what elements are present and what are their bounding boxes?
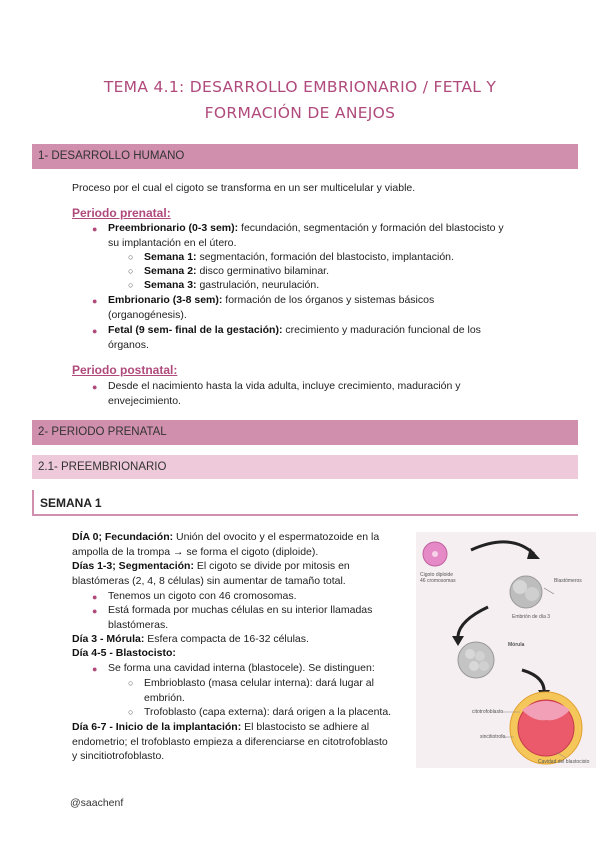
bullet-icon: ●	[92, 592, 98, 602]
bullet-icon: ●	[92, 382, 98, 392]
embrioblasto-item: Embrioblasto (masa celular interna): dará lugar al embrión.	[144, 677, 374, 704]
circle-bullet-icon: ○	[128, 707, 134, 717]
dia-1-3-bullet-2: Está formada por muchas células en su interior llamadas blastómeras.	[108, 604, 373, 631]
dia-1-3-text: Días 1-3; Segmentación: El cigoto se divide por mitosis en blastómeras (2, 4, 8 células) sin aumentar de tamaño total.	[72, 560, 350, 587]
circle-bullet-icon: ○	[128, 252, 134, 262]
label-sincitiotrofoblasto: sincitiotrofo.	[480, 734, 507, 740]
intro-text: Proceso por el cual el cigoto se transforma en un ser multicelular y viable.	[72, 182, 416, 194]
section-heading-desarrollo: 1- DESARROLLO HUMANO	[32, 144, 578, 169]
dia-3-text: Día 3 - Mórula: Esfera compacta de 16-32 células.	[72, 633, 309, 645]
trofoblasto-item: Trofoblasto (capa externa): dará origen a la placenta.	[144, 706, 392, 718]
section-heading-prenatal: 2- PERIODO PRENATAL	[32, 420, 578, 445]
page-title	[60, 74, 540, 126]
circle-bullet-icon: ○	[128, 280, 134, 290]
label-citotrofoblasto: citotrofoblasto	[472, 709, 504, 715]
fetal-item: Fetal (9 sem- final de la gestación): crecimiento y maduración funcional de los órganos.	[108, 324, 481, 351]
circle-bullet-icon: ○	[128, 678, 134, 688]
embrionario-item: Embrionario (3-8 sem): formación de los órganos y sistemas básicos (organogénesis).	[108, 294, 435, 321]
dia-1-3-bullet-1: Tenemos un cigoto con 46 cromosomas.	[108, 590, 297, 602]
dia-4-5-heading: Día 4-5 - Blastocisto:	[72, 647, 176, 659]
semana-1-item: Semana 1: segmentación, formación del blastocisto, implantación.	[144, 251, 454, 263]
dia-0-text: DÍA 0; Fecundación: Unión del ovocito y el espermatozoide en la ampolla de la trompa → se forma el cigoto (diploide).	[72, 531, 380, 558]
subsection-heading-preembrionario: 2.1- PREEMBRIONARIO	[32, 455, 578, 479]
title-line-1: TEMA 4.1: DESARROLLO EMBRIONARIO / FETAL Y	[103, 78, 497, 96]
label-embrion-dia-3: Embrión de día 3	[512, 614, 551, 620]
author-handle: @saachenf	[70, 797, 124, 809]
preembrionario-item: Preembrionario (0-3 sem): fecundación, segmentación y formación del blastocisto y su implantación en el útero.	[108, 222, 504, 249]
dia-6-7-text: Día 6-7 - Inicio de la implantación: El blastocisto se adhiere al endometrio; el trofoblasto empieza a diferenciarse en citotrofoblasto y sincitiotrofoblasto.	[72, 721, 388, 762]
label-cavidad: Cavidad del blastocisto	[538, 759, 590, 765]
semana-3-item: Semana 3: gastrulación, neurulación.	[144, 279, 320, 291]
postnatal-item: Desde el nacimiento hasta la vida adulta, incluye crecimiento, maduración y envejecimiento.	[108, 380, 461, 407]
embryo-development-figure	[416, 532, 596, 768]
postnatal-title: Periodo postnatal:	[72, 363, 178, 377]
label-morula: Mórula	[508, 642, 525, 648]
semana-2-item: Semana 2: disco germinativo bilaminar.	[144, 265, 330, 277]
bullet-icon: ●	[92, 606, 98, 616]
week-heading: SEMANA 1	[32, 490, 578, 516]
label-blastomeros: Blastómeros	[554, 578, 582, 584]
bullet-icon: ●	[92, 664, 98, 674]
bullet-icon: ●	[92, 326, 98, 336]
embryo-illustration	[416, 532, 596, 768]
label-cigoto: Cigoto diploide 46 cromosomas	[420, 572, 456, 584]
bullet-icon: ●	[92, 224, 98, 234]
prenatal-title: Periodo prenatal:	[72, 206, 171, 220]
title-line-2: FORMACIÓN DE ANEJOS	[204, 104, 396, 122]
bullet-icon: ●	[92, 296, 98, 306]
circle-bullet-icon: ○	[128, 266, 134, 276]
dia-4-5-bullet: Se forma una cavidad interna (blastocele). Se distinguen:	[108, 662, 375, 674]
